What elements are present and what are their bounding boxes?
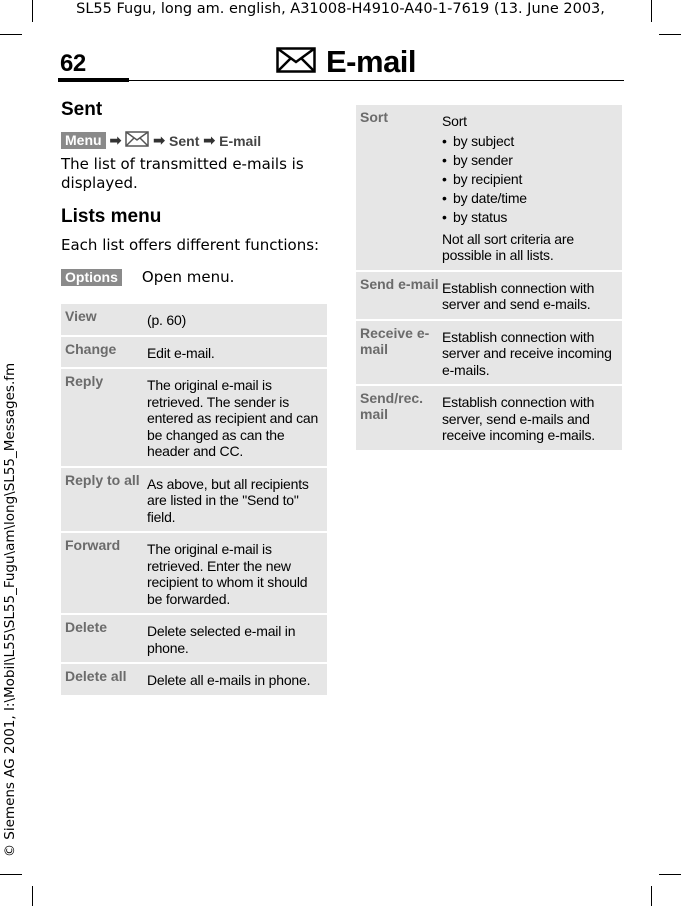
arrow-right-icon: ➡ xyxy=(203,132,216,148)
function-desc: (p. 60) xyxy=(147,312,187,328)
function-key: Sort xyxy=(360,109,388,125)
list-item: • by recipient xyxy=(442,170,616,189)
sort-title: Sort xyxy=(442,113,467,129)
function-key: View xyxy=(65,308,97,324)
function-key: Change xyxy=(65,340,117,357)
envelope-icon xyxy=(125,131,149,150)
crop-mark xyxy=(651,0,652,22)
function-desc: Establish connection with server, send e-mails and receive incoming e-mails. xyxy=(442,394,595,443)
page-number: 62 xyxy=(60,50,86,77)
function-key: Send e-mail xyxy=(360,275,439,292)
sort-options xyxy=(442,132,616,227)
options-softkey[interactable]: Options xyxy=(61,269,122,286)
table-row xyxy=(356,386,622,450)
list-item: • by sender xyxy=(442,151,616,170)
sent-heading: Sent xyxy=(61,99,103,120)
nav-path xyxy=(61,131,261,150)
crop-mark xyxy=(32,0,33,22)
sort-note: Not all sort criteria are possible in all lists. xyxy=(442,230,574,263)
envelope-icon xyxy=(276,47,316,77)
crop-mark xyxy=(32,886,33,906)
chapter-title: E-mail xyxy=(326,44,417,79)
function-key: Send/rec. mail xyxy=(360,390,424,422)
table-row xyxy=(61,615,327,662)
crop-mark xyxy=(659,34,681,35)
arrow-right-icon: ➡ xyxy=(153,132,166,148)
list-item: • by status xyxy=(442,208,616,227)
crop-mark xyxy=(651,886,652,906)
lists-menu-description: Each list offers different functions: xyxy=(61,236,320,254)
path-sent: Sent xyxy=(169,132,200,149)
lists-menu-heading: Lists menu xyxy=(61,206,162,227)
function-desc: As above, but all recipients are listed in the "Send to" field. xyxy=(147,475,309,525)
chapter-header xyxy=(276,44,416,80)
function-desc: Delete selected e-mail in phone. xyxy=(147,623,296,656)
function-key: Delete all xyxy=(65,668,127,684)
function-key: Delete xyxy=(65,619,108,635)
function-desc: The original e-mail is retrieved. Enter the new recipient to whom it should be forwarded. xyxy=(147,541,308,607)
function-desc: Edit e-mail. xyxy=(147,344,215,361)
table-row xyxy=(61,304,327,335)
path-email: E-mail xyxy=(219,132,262,149)
table-row xyxy=(61,533,327,613)
options-description: Open menu. xyxy=(141,268,235,286)
side-note xyxy=(0,362,20,857)
table-row xyxy=(61,468,327,532)
table-row xyxy=(61,664,327,695)
table-row xyxy=(61,337,327,368)
table-row xyxy=(61,369,327,466)
arrow-right-icon: ➡ xyxy=(109,132,122,148)
function-key: Reply to all xyxy=(65,471,140,488)
list-item: • by date/time xyxy=(442,189,616,208)
crop-mark xyxy=(0,34,22,35)
sent-description: The list of transmitted e-mails is displayed. xyxy=(61,155,304,192)
function-table-left xyxy=(61,304,327,697)
sort-desc xyxy=(442,109,622,264)
function-desc: The original e-mail is retrieved. The sender is entered as recipient and can be changed as can the header and CC. xyxy=(147,377,319,459)
function-key: Forward xyxy=(65,537,121,553)
options-row xyxy=(61,268,234,287)
list-item: • by subject xyxy=(442,132,616,151)
function-table-right xyxy=(356,105,622,452)
function-key: Receive e-mail xyxy=(360,324,430,357)
header-rule xyxy=(58,80,624,81)
side-note-text: Siemens AG 2001, I:\Mobil\L55\SL55_Fugu\am\long\SL55_Messages.fm xyxy=(2,362,18,840)
copyright-symbol: © xyxy=(3,844,18,857)
table-row xyxy=(356,105,622,270)
table-row xyxy=(356,321,622,385)
function-desc: Establish connection with server and receive incoming e-mails. xyxy=(442,328,612,378)
running-head: SL55 Fugu, long am. english, A31008-H4910-A40-1-7619 (13. June 2003, xyxy=(76,1,605,17)
crop-mark xyxy=(0,874,22,875)
function-desc: Delete all e-mails in phone. xyxy=(147,672,311,688)
function-desc: Establish connection with server and send e-mails. xyxy=(442,279,595,312)
menu-softkey[interactable]: Menu xyxy=(61,132,106,149)
function-key: Reply xyxy=(65,373,104,389)
crop-mark xyxy=(659,874,681,875)
table-row xyxy=(356,272,622,319)
